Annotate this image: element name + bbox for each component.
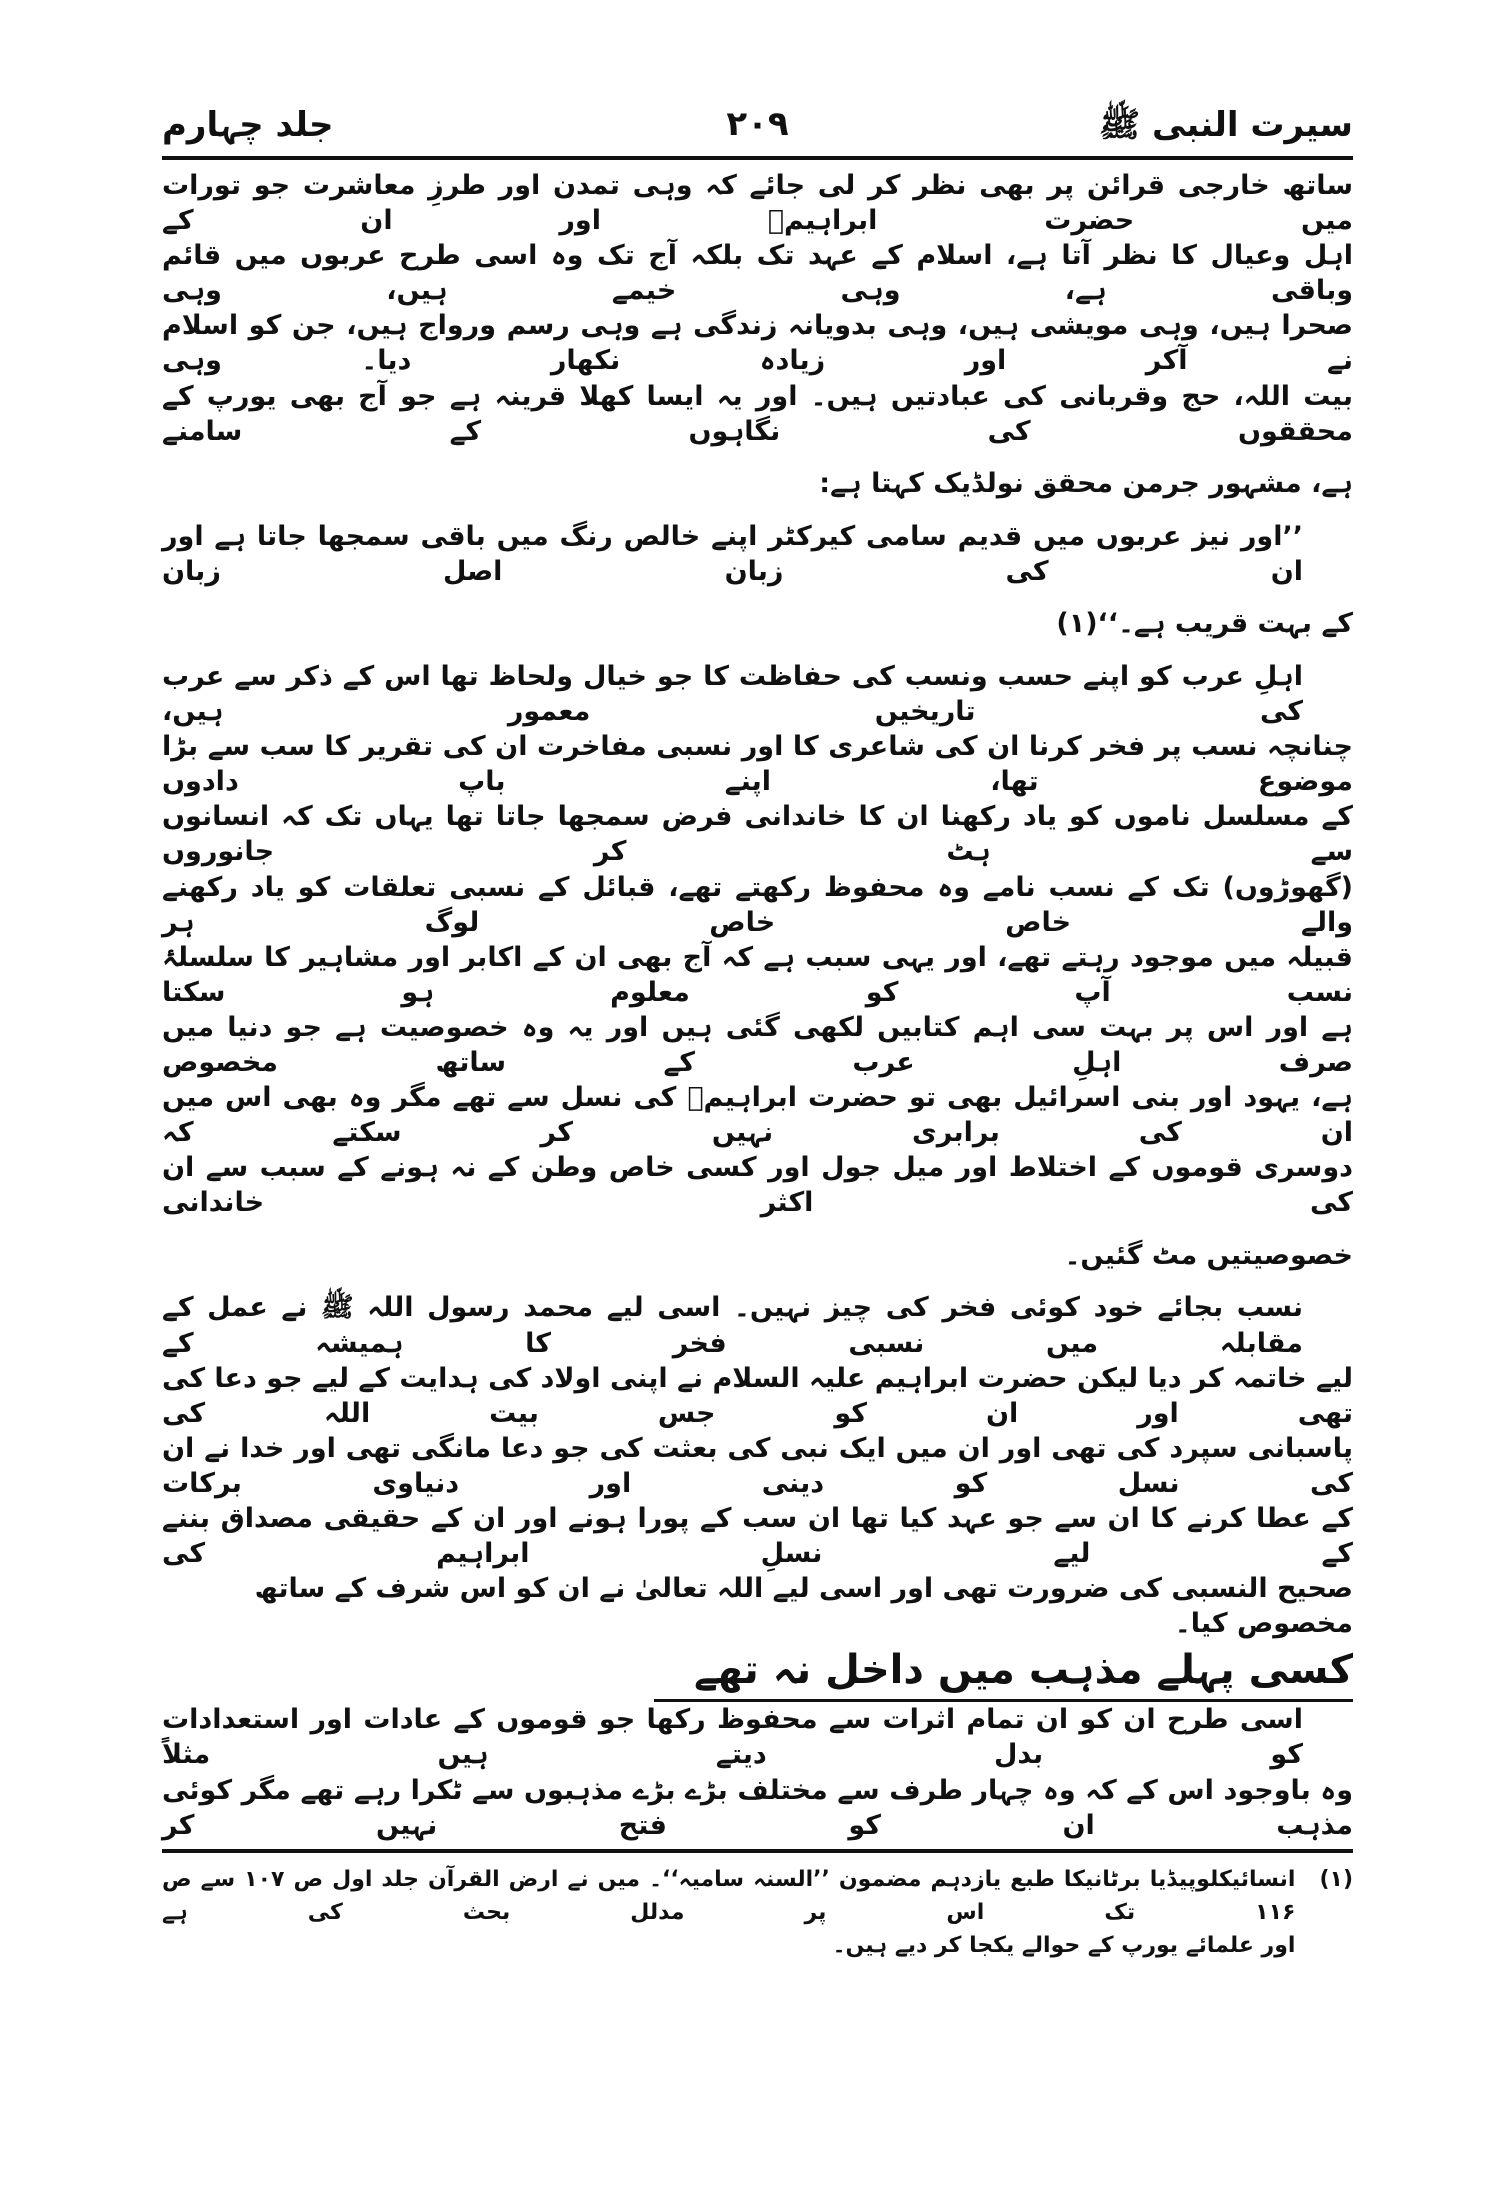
- text-line-content: پاسبانی سپرد کی تھی اور ان میں ایک نبی کی بعثت کی جو دعا مانگی تھی اور خدا نے ان کی نسل کو دینی اور دنیاوی برکات: [162, 1432, 1353, 1499]
- text-line: [162, 1080, 1353, 1150]
- text-line: [162, 1150, 1353, 1220]
- footnotes: [162, 1853, 1353, 1962]
- text-line: [162, 1773, 1353, 1843]
- text-line: [162, 799, 1353, 869]
- text-line-content: چنانچہ نسب پر فخر کرنا ان کی شاعری کا اور نسبی مفاخرت ان کی تقریر کا سب سے بڑا موضوع تھا، اپنے باپ دادوں: [162, 731, 1353, 798]
- text-line-content: کے عطا کرنے کا ان سے جو عہد کیا تھا ان سب کے پورا ہونے اور ان کے حقیقی مصداق بننے کے لیے نسلِ ابراہیم کی: [162, 1503, 1353, 1570]
- text-line-content: ہے اور اس پر بہت سی اہم کتابیں لکھی گئی ہیں اور یہ وہ خصوصیت ہے جو دنیا میں صرف اہلِ عرب کے ساتھ مخصوص: [162, 1011, 1353, 1078]
- quote-line: [162, 589, 1353, 659]
- text-line-content: اہلِ عرب کو اپنے حسب ونسب کی حفاظت کا جو خیال ولحاظ تھا اس کے ذکر سے عرب کی تاریخیں معمور ہیں،: [162, 660, 1303, 728]
- footnote-marker: (۱): [1319, 1866, 1353, 1892]
- text-line-content: صحرا ہیں، وہی مویشی ہیں، وہی بدویانہ زندگی ہے وہی رسم ورواج ہیں، جن کو اسلام نے آکر اور زیادہ نکھار دیا۔ وہی: [162, 310, 1353, 377]
- section-heading: کسی پہلے مذہب میں داخل نہ تھے: [654, 1647, 1353, 1702]
- quote-line: [162, 519, 1353, 589]
- page-number: ۲۰۹: [726, 104, 789, 144]
- quote-line-content: ’’اور نیز عربوں میں قدیم سامی کیرکٹر اپنے خالص رنگ میں باقی سمجھا جاتا ہے اور ان کی زبان اصل زبان: [162, 520, 1303, 587]
- text-line: [162, 1571, 1353, 1641]
- text-line: [162, 308, 1353, 378]
- text-line-content: خصوصیتیں مٹ گئیں۔: [1064, 1239, 1353, 1271]
- text-line-content: ہے، یہود اور بنی اسرائیل بھی تو حضرت ابراہیمؑ کی نسل سے تھے مگر وہ بھی اس میں ان کی برابری نہیں کر سکتے کہ: [162, 1082, 1353, 1149]
- text-line: [162, 1361, 1353, 1431]
- quote-line-content: کے بہت قریب ہے۔‘‘(۱): [1056, 608, 1353, 640]
- body-text: [162, 160, 1353, 1843]
- text-line-content: ساتھ خارجی قرائن پر بھی نظر کر لی جائے کہ وہی تمدن اور طرزِ معاشرت جو تورات میں حضرت ابراہیمؑ اور ان کے: [162, 170, 1353, 237]
- text-line: [162, 729, 1353, 799]
- text-line-content: صحیح النسبی کی ضرورت تھی اور اسی لیے اللہ تعالیٰ نے ان کو اس شرف کے ساتھ مخصوص کیا۔: [254, 1573, 1353, 1640]
- text-line-content: (گھوڑوں) تک کے نسب نامے وہ محفوظ رکھتے تھے، قبائل کے نسبی تعلقات کو یاد رکھنے والے خاص خاص لوگ ہر: [162, 871, 1353, 938]
- text-line: [162, 168, 1353, 238]
- section-heading-row: [162, 1647, 1353, 1702]
- text-line-content: وہ باوجود اس کے کہ وہ چہار طرف سے مختلف بڑے بڑے مذہبوں سے ٹکرا رہے تھے مگر کوئی مذہب ان کو فتح نہیں کر: [162, 1774, 1353, 1841]
- text-line: [162, 1431, 1353, 1501]
- text-line-content: نسب بجائے خود کوئی فخر کی چیز نہیں۔ اسی لیے محمد رسول اللہ ﷺ نے عمل کے مقابلہ میں نسبی فخر کا ہمیشہ کے: [162, 1292, 1303, 1359]
- footnote-text: انسائیکلوپیڈیا برٹانیکا طبع یازدہم مضمون ’’السنہ سامیہ‘‘۔ میں نے ارض القرآن جلد اول ص ۱۰۷ سے ص ۱۱۶ تک اس پر مدلل بحث کی ہے: [162, 1866, 1296, 1925]
- book-page: [162, 100, 1353, 1962]
- book-title: سیرت النبی ﷺ: [1099, 105, 1353, 145]
- text-line: [162, 1290, 1353, 1360]
- text-line: [162, 870, 1353, 940]
- text-line-content: اسی طرح ان کو ان تمام اثرات سے محفوظ رکھا جو قوموں کے عادات اور استعدادات کو بدل دیتے ہیں مثلاً: [162, 1704, 1303, 1771]
- text-line: [162, 940, 1353, 1010]
- text-line: [162, 1220, 1353, 1290]
- text-line-content: لیے خاتمہ کر دیا لیکن حضرت ابراہیم علیہ السلام نے اپنی اولاد کی ہدایت کے لیے جو دعا کی تھی اور ان کو جس بیت اللہ کی: [162, 1362, 1353, 1429]
- text-line: [162, 1702, 1353, 1772]
- running-header: [162, 100, 1353, 160]
- text-line-content: بیت اللہ، حج وقربانی کی عبادتیں ہیں۔ اور یہ ایسا کھلا قرینہ ہے جو آج بھی یورپ کے محققوں کی نگاہوں کے سامنے: [162, 380, 1353, 447]
- text-line-content: کے مسلسل ناموں کو یاد رکھنا ان کا خاندانی فرض سمجھا جاتا تھا یہاں تک کہ انسانوں سے ہٹ کر جانوروں: [162, 801, 1353, 868]
- text-line-content: ہے، مشہور جرمن محقق نولڈیک کہتا ہے:: [819, 468, 1353, 500]
- footnote-body: [162, 1863, 1295, 1962]
- text-line: [162, 449, 1353, 519]
- text-line-content: دوسری قوموں کے اختلاط اور میل جول اور کسی خاص وطن کے نہ ہونے کے سبب سے ان کی اکثر خاندانی: [162, 1152, 1353, 1219]
- volume-label: جلد چہارم: [162, 105, 334, 145]
- text-line: [162, 659, 1353, 729]
- text-line: [162, 238, 1353, 308]
- text-line-content: قبیلہ میں موجود رہتے تھے، اور یہی سبب ہے کہ آج بھی ان کے اکابر اور مشاہیر کا سلسلۂ نسب آپ کو معلوم ہو سکتا: [162, 941, 1353, 1008]
- text-line: [162, 1501, 1353, 1571]
- text-line: [162, 379, 1353, 449]
- text-line: [162, 1010, 1353, 1080]
- text-line-content: اہل وعیال کا نظر آتا ہے، اسلام کے عہد تک بلکہ آج تک وہ اسی طرح عربوں میں قائم وباقی ہے، وہی خیمے ہیں، وہی: [162, 240, 1353, 307]
- footnote-text: اور علمائے یورپ کے حوالے یکجا کر دیے ہیں۔: [832, 1932, 1296, 1958]
